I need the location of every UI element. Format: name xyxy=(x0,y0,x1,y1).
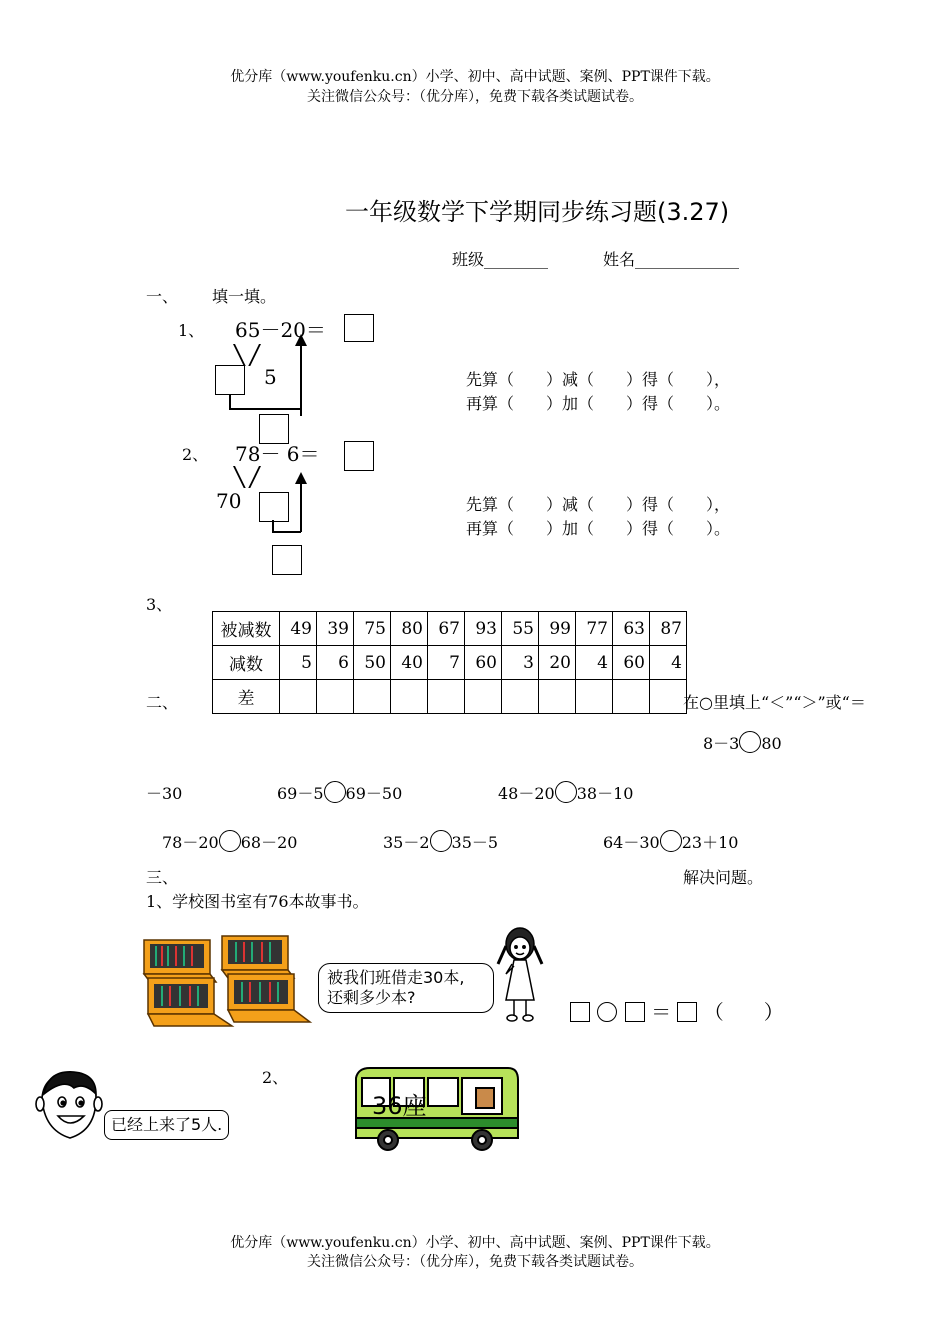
q1-answer-box[interactable] xyxy=(344,314,374,342)
section2-number: 二、 xyxy=(146,693,179,712)
answer-cell[interactable] xyxy=(354,680,391,714)
compare-f-right: 23＋10 xyxy=(681,833,739,852)
compare-f-left: 64－30 xyxy=(603,833,660,852)
compare-b-right: 69－50 xyxy=(345,784,403,803)
table-cell: 49 xyxy=(280,612,317,646)
footer-line-2: 关注微信公众号：（优分库），免费下载各类试题试卷。 xyxy=(307,1254,643,1270)
table-cell: 63 xyxy=(613,612,650,646)
boy-illustration xyxy=(34,1068,106,1148)
q1-arrow-line xyxy=(300,344,302,416)
q1-split-left-line xyxy=(233,344,245,366)
row-label: 减数 xyxy=(213,646,280,680)
equation-template xyxy=(570,996,784,1025)
section1-number: 一、 xyxy=(146,287,179,306)
section3-number: 三、 xyxy=(146,868,179,887)
row-label: 被减数 xyxy=(213,612,280,646)
bubble-line-1: 被我们班借走30本, xyxy=(327,968,465,987)
table-cell: 80 xyxy=(391,612,428,646)
table-cell: 55 xyxy=(502,612,539,646)
table-cell: 4 xyxy=(650,646,687,680)
answer-cell[interactable] xyxy=(317,680,354,714)
q1-arrow-head xyxy=(295,334,307,346)
table-cell: 60 xyxy=(465,646,502,680)
name-field: 姓名_____________ xyxy=(603,250,740,269)
compare-e-right: 35－5 xyxy=(451,833,499,852)
header-line-2: 关注微信公众号：（优分库），免费下载各类试题试卷。 xyxy=(307,89,643,105)
q2-arrow-line xyxy=(300,482,302,532)
equation-equals: ＝ xyxy=(651,1000,672,1024)
q3-number: 3、 xyxy=(146,595,173,614)
compare-b-circle[interactable] xyxy=(324,781,346,803)
q2-split-value: 70 xyxy=(216,489,242,513)
table-cell: 6 xyxy=(317,646,354,680)
footer-line-1: 优分库（www.youfenku.cn）小学、初中、高中试题、案例、PPT课件下载。 xyxy=(230,1235,720,1251)
q2-result-box[interactable] xyxy=(272,545,302,575)
class-field: 班级________ xyxy=(452,250,549,269)
equation-box-1[interactable] xyxy=(570,1002,590,1022)
q1-connector-v xyxy=(229,394,231,409)
q2-split-right-line xyxy=(248,466,260,488)
page-title: 一年级数学下学期同步练习题(3.27) xyxy=(345,198,730,226)
compare-e-circle[interactable] xyxy=(430,830,452,852)
compare-a xyxy=(703,731,782,754)
answer-cell[interactable] xyxy=(280,680,317,714)
compare-d-right: 68－20 xyxy=(240,833,298,852)
compare-b xyxy=(277,781,402,804)
table-cell: 67 xyxy=(428,612,465,646)
answer-cell[interactable] xyxy=(502,680,539,714)
table-row-subtrahend xyxy=(213,646,687,680)
q1-connector-h xyxy=(229,408,301,410)
q2-expression: 78－ 6＝ xyxy=(235,442,320,466)
table-cell: 20 xyxy=(539,646,576,680)
q2-number: 2、 xyxy=(182,445,209,464)
problem-1-speech-bubble xyxy=(318,963,494,1013)
compare-a-tail: －30 xyxy=(146,784,183,803)
table-cell: 75 xyxy=(354,612,391,646)
table-cell: 40 xyxy=(391,646,428,680)
compare-e-left: 35－2 xyxy=(383,833,430,852)
answer-cell[interactable] xyxy=(465,680,502,714)
q2-step-2: 再算（ ）加（ ）得（ ）。 xyxy=(466,519,731,538)
table-cell: 50 xyxy=(354,646,391,680)
q1-expression: 65－20＝ xyxy=(235,318,326,342)
header-line-1: 优分库（www.youfenku.cn）小学、初中、高中试题、案例、PPT课件下载。 xyxy=(230,69,720,85)
answer-cell[interactable] xyxy=(613,680,650,714)
answer-cell[interactable] xyxy=(391,680,428,714)
subtraction-table xyxy=(212,611,687,714)
table-cell: 99 xyxy=(539,612,576,646)
table-cell: 93 xyxy=(465,612,502,646)
q1-step-2: 再算（ ）加（ ）得（ ）。 xyxy=(466,394,731,413)
compare-c-left: 48－20 xyxy=(498,784,555,803)
equation-operator-circle[interactable] xyxy=(597,1002,617,1022)
q2-split-box[interactable] xyxy=(259,492,289,522)
bubble-line-2: 还剩多少本? xyxy=(327,988,416,1007)
problem-1-text: 1、学校图书室有76本故事书。 xyxy=(146,892,369,911)
row-label: 差 xyxy=(213,680,280,714)
section2-instruction: 在○里填上“＜”“＞”或“＝ xyxy=(683,693,866,712)
table-cell: 7 xyxy=(428,646,465,680)
q1-split-right-line xyxy=(248,344,260,366)
section1-heading: 填一填。 xyxy=(212,287,277,306)
table-cell: 39 xyxy=(317,612,354,646)
compare-a-circle[interactable] xyxy=(739,731,761,753)
answer-cell[interactable] xyxy=(428,680,465,714)
table-cell: 60 xyxy=(613,646,650,680)
compare-c xyxy=(498,781,633,804)
equation-unit-paren: （ ） xyxy=(703,1000,784,1024)
q1-step-1: 先算（ ）减（ ）得（ ）， xyxy=(466,370,731,389)
table-row-difference xyxy=(213,680,687,714)
table-cell: 3 xyxy=(502,646,539,680)
girl-illustration xyxy=(484,924,554,1024)
q2-arrow-head xyxy=(295,472,307,484)
compare-d xyxy=(162,830,297,853)
section3-heading: 解决问题。 xyxy=(683,868,764,887)
compare-f xyxy=(603,830,738,853)
q2-step-1: 先算（ ）减（ ）得（ ）， xyxy=(466,495,731,514)
compare-a-left: 8－3 xyxy=(703,734,740,753)
answer-cell[interactable] xyxy=(650,680,687,714)
compare-e xyxy=(383,830,498,853)
equation-box-2[interactable] xyxy=(625,1002,645,1022)
answer-cell[interactable] xyxy=(539,680,576,714)
bookshelf-illustration xyxy=(140,932,316,1028)
q1-number: 1、 xyxy=(178,321,205,340)
compare-d-left: 78－20 xyxy=(162,833,219,852)
bus-seat-label: 36座 xyxy=(372,1092,427,1120)
table-cell: 87 xyxy=(650,612,687,646)
compare-f-circle[interactable] xyxy=(660,830,682,852)
table-row-minuend xyxy=(213,612,687,646)
compare-c-circle[interactable] xyxy=(555,781,577,803)
bus-illustration xyxy=(350,1064,522,1154)
problem-2-speech-bubble: 已经上来了5人. xyxy=(104,1110,229,1140)
table-cell: 5 xyxy=(280,646,317,680)
q1-split-value: 5 xyxy=(264,365,277,389)
compare-c-right: 38－10 xyxy=(576,784,634,803)
compare-b-left: 69－5 xyxy=(277,784,324,803)
compare-a-right: 80 xyxy=(761,734,782,753)
q2-connector-h xyxy=(272,531,301,533)
problem-2-number: 2、 xyxy=(262,1068,289,1087)
compare-d-circle[interactable] xyxy=(219,830,241,852)
table-cell: 4 xyxy=(576,646,613,680)
q1-split-box[interactable] xyxy=(215,365,245,395)
q2-answer-box[interactable] xyxy=(344,441,374,471)
equation-result-box[interactable] xyxy=(677,1002,697,1022)
table-cell: 77 xyxy=(576,612,613,646)
answer-cell[interactable] xyxy=(576,680,613,714)
q2-split-left-line xyxy=(233,466,245,488)
